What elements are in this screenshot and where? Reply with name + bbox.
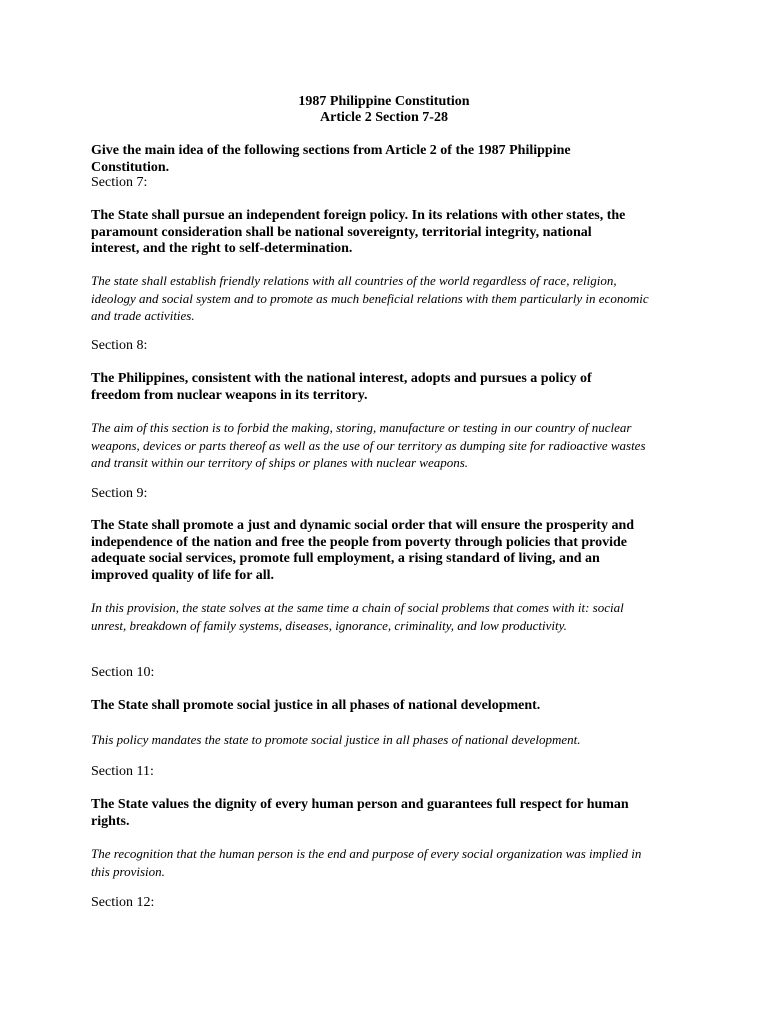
section-main-idea: The state shall establish friendly relations with all countries of the world regardless of race, religion, ideology and social system and to promote as much beneficial relations with them particularly in economic and trade activities. bbox=[91, 273, 649, 323]
section-text: The Philippines, consistent with the national interest, adopts and pursues a policy of freedom from nuclear weapons in its territory. bbox=[91, 371, 592, 403]
section-label: Section 12: bbox=[91, 895, 155, 910]
document-subtitle: Article 2 Section 7-28 bbox=[320, 110, 448, 125]
section-main-idea: In this provision, the state solves at the same time a chain of social problems that comes with it: social unrest, breakdown of family systems, diseases, ignorance, criminality, and low productivity. bbox=[91, 600, 624, 633]
section-label: Section 10: bbox=[91, 665, 155, 680]
section-label: Section 7: bbox=[91, 175, 148, 190]
section-main-idea: The recognition that the human person is the end and purpose of every social organization was implied in this provision. bbox=[91, 846, 642, 879]
section-text: The State shall pursue an independent foreign policy. In its relations with other states, the paramount consideration shall be national sovereignty, territorial integrity, national interest, and the right to self-determination. bbox=[91, 208, 626, 256]
document-title: 1987 Philippine Constitution bbox=[298, 94, 470, 109]
section-label: Section 11: bbox=[91, 764, 154, 779]
section-label: Section 8: bbox=[91, 338, 148, 353]
section-text: The State shall promote social justice in all phases of national development. bbox=[91, 698, 541, 713]
section-label: Section 9: bbox=[91, 486, 148, 501]
section-main-idea: This policy mandates the state to promote social justice in all phases of national development. bbox=[91, 732, 581, 747]
section-text: The State values the dignity of every human person and guarantees full respect for human rights. bbox=[91, 797, 629, 829]
section-main-idea: The aim of this section is to forbid the making, storing, manufacture or testing in our country of nuclear weapons, devices or parts thereof as well as the use of our territory as dumping site for radioactive wastes and transit within our territory of ships or planes with nuclear weapons. bbox=[91, 420, 646, 470]
instruction-text: Give the main idea of the following sections from Article 2 of the 1987 Philippine Constitution. bbox=[91, 143, 571, 175]
section-text: The State shall promote a just and dynamic social order that will ensure the prosperity and independence of the nation and free the people from poverty through policies that provide adequate social services, promote full employment, a rising standard of living, and an improved quality of life for all. bbox=[91, 518, 635, 583]
